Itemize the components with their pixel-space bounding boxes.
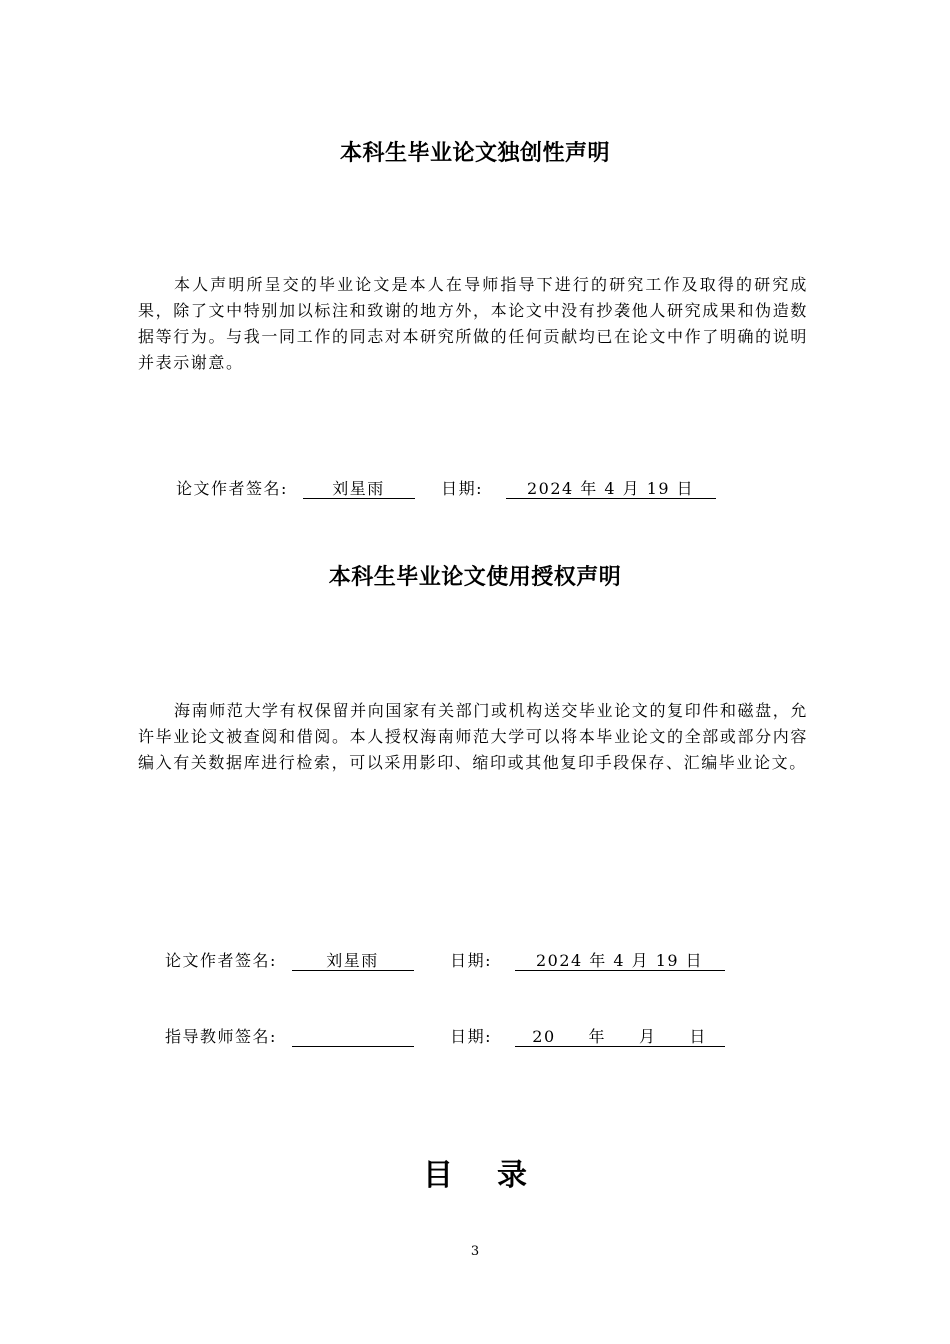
declaration-body: 本人声明所呈交的毕业论文是本人在导师指导下进行的研究工作及取得的研究成果，除了文中特别加以标注和致谢的地方外，本论文中没有抄袭他人研究成果和伪造数据等行为。与我一同工作的同志对本研究所做的任何贡献均已在论文中作了明确的说明并表示谢意。 — [138, 275, 808, 372]
signature-label: 论文作者签名: — [176, 479, 288, 498]
signature-value: 刘星雨 — [303, 480, 415, 499]
date-label: 日期: — [450, 951, 492, 970]
signature-value: 刘星雨 — [292, 952, 414, 971]
authorization-advisor-signature-line — [165, 1024, 725, 1047]
advisor-signature-label: 指导教师签名: — [165, 1027, 277, 1046]
date-label: 日期: — [450, 1027, 492, 1046]
authorization-author-signature-line — [165, 948, 725, 971]
declaration-title: 本科生毕业论文独创性声明 — [339, 141, 610, 166]
signature-label: 论文作者签名: — [165, 951, 277, 970]
authorization-body: 海南师范大学有权保留并向国家有关部门或机构送交毕业论文的复印件和磁盘，允许毕业论文被查阅和借阅。本人授权海南师范大学可以将本毕业论文的全部或部分内容编入有关数据库进行检索，可以采用影印、缩印或其他复印手段保存、汇编毕业论文。 — [138, 701, 808, 772]
authorization-title: 本科生毕业论文使用授权声明 — [328, 565, 622, 590]
date-value: 2024 年 4 月 19 日 — [506, 480, 716, 499]
advisor-date-value: 20 年 月 日 — [515, 1028, 725, 1047]
toc-title: 目录 — [423, 1158, 571, 1193]
advisor-signature-value — [292, 1028, 414, 1047]
date-label: 日期: — [441, 479, 483, 498]
declaration-signature-line — [176, 476, 716, 499]
page-number: 3 — [470, 1244, 480, 1259]
date-value: 2024 年 4 月 19 日 — [515, 952, 725, 971]
